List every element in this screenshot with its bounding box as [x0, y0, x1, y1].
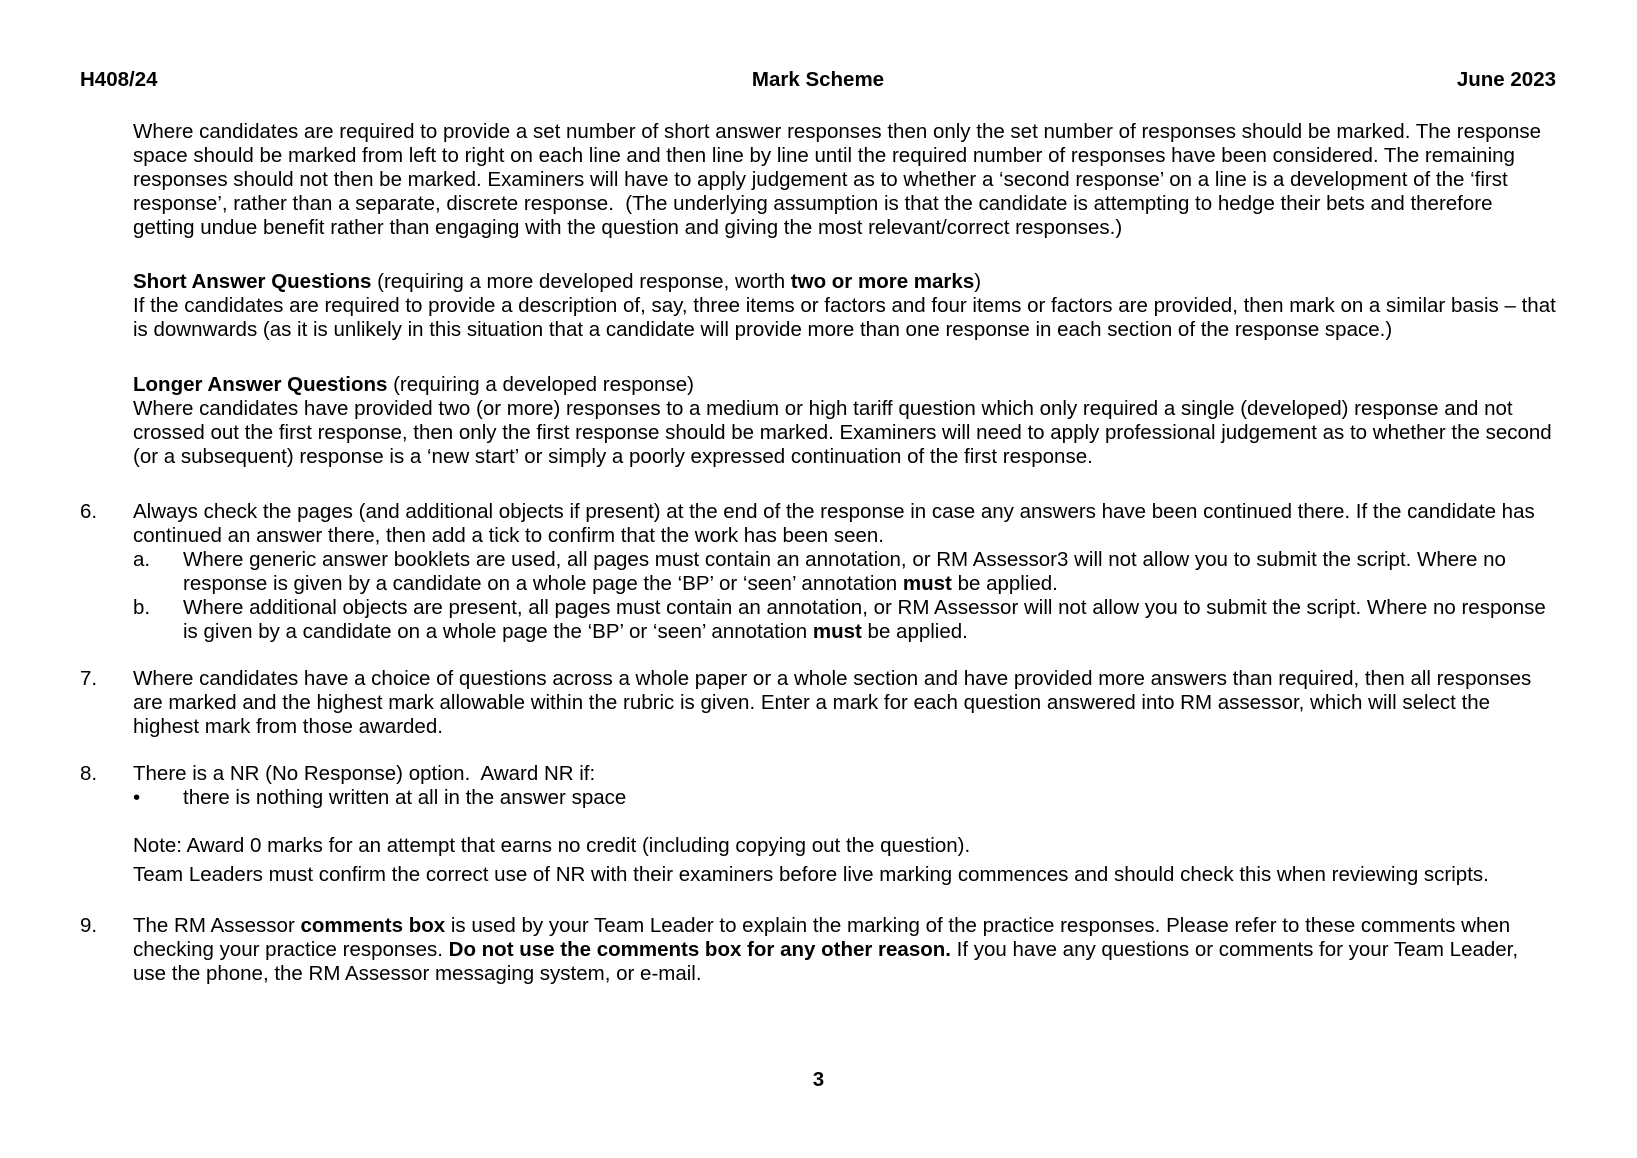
item-number: 9. [80, 914, 98, 937]
team-leaders-paragraph: Team Leaders must confirm the correct use of NR with their examiners before live marking commences and should check this when reviewing scripts. [133, 863, 1489, 886]
item-body [133, 914, 1556, 986]
numbered-item-7 [80, 667, 1556, 739]
item-6-paragraph: Always check the pages (and additional objects if present) at the end of the response in case any answers have been continued there. If the candidate has continued an answer there, then add a tick to confirm that the work has been seen. [133, 500, 1535, 547]
doc-date: June 2023 [1456, 68, 1556, 91]
numbered-item-6 [80, 500, 1556, 644]
intro-paragraph: Where candidates are required to provide a set number of short answer responses then only the set number of responses should be marked. The response space should be marked from left to right on each line and then line by line until the required number of responses have been considered. The remaining responses should not then be marked. Examiners will have to apply judgement as to whether a ‘second response’ on a line is a development of the ‘first response’, rather than a separate, discrete response. (The underlying assumption is that the candidate is attempting to hedge their bets and therefore getting undue benefit rather than engaging with the question and giving the most relevant/correct responses.) [133, 120, 1542, 239]
longer-answer-section [133, 373, 1556, 469]
item-number: 8. [80, 762, 98, 785]
sub-item-b [133, 596, 1556, 644]
longer-answer-body: Where candidates have provided two (or more) responses to a medium or high tariff question which only required a single (developed) response and not crossed out the first response, then only the first response should be marked. Examiners will need to apply professional judgement as to whether the second (or a subsequent) response is a ‘new start’ or simply a poorly expressed continuation of the first response. [133, 397, 1552, 468]
sub-item-a [133, 548, 1556, 596]
numbered-item-8 [80, 762, 1556, 887]
longer-answer-heading: Longer Answer Questions (requiring a developed response) [133, 373, 694, 396]
bullet-item [133, 786, 1556, 810]
page-header [80, 68, 1556, 92]
bullet-paragraph: there is nothing written at all in the answer space [183, 786, 627, 809]
item-9-paragraph: The RM Assessor comments box is used by your Team Leader to explain the marking of the practice responses. Please refer to these comments when checking your practice responses. Do not use the comments box for any other reason. If you have any questions or comments for your Team Leader, use the phone, the RM Assessor messaging system, or e-mail. [133, 914, 1519, 985]
short-answer-body: If the candidates are required to provide a description of, say, three items or factors and four items or factors are provided, then mark on a similar basis – that is downwards (as it is unlikely in this situation that a candidate will provide more than one response in each section of the response space.) [133, 294, 1556, 341]
page-number: 3 [812, 1068, 825, 1091]
note-paragraph: Note: Award 0 marks for an attempt that earns no credit (including copying out the question). [133, 834, 971, 857]
sub-item-a-paragraph: Where generic answer booklets are used, all pages must contain an annotation, or RM Assessor3 will not allow you to submit the script. Where no response is given by a candidate on a whole page the ‘BP’ or ‘seen’ annotation must be applied. [183, 548, 1506, 595]
doc-code: H408/24 [80, 68, 158, 91]
doc-title: Mark Scheme [751, 68, 885, 91]
item-body [133, 667, 1556, 739]
item-body [133, 762, 1556, 887]
sub-item-label: b. [133, 596, 151, 619]
numbered-item-9 [80, 914, 1556, 986]
item-number: 6. [80, 500, 98, 523]
sub-item-label: a. [133, 548, 151, 571]
item-7-paragraph: Where candidates have a choice of questions across a whole paper or a whole section and have provided more answers than required, then all responses are marked and the highest mark allowable within the rubric is given. Enter a mark for each question answered into RM assessor, which will select the highest mark from those awarded. [133, 667, 1532, 738]
item-number: 7. [80, 667, 98, 690]
bullet-marker: • [133, 786, 141, 809]
item-8-paragraph: There is a NR (No Response) option. Award NR if: [133, 762, 596, 785]
sub-item-b-paragraph: Where additional objects are present, all pages must contain an annotation, or RM Assessor will not allow you to submit the script. Where no response is given by a candidate on a whole page the ‘BP’ or ‘seen’ annotation must be applied. [183, 596, 1546, 643]
short-answer-heading: Short Answer Questions (requiring a more developed response, worth two or more marks) [133, 270, 982, 293]
item-body [133, 500, 1556, 644]
short-answer-section [133, 270, 1556, 342]
